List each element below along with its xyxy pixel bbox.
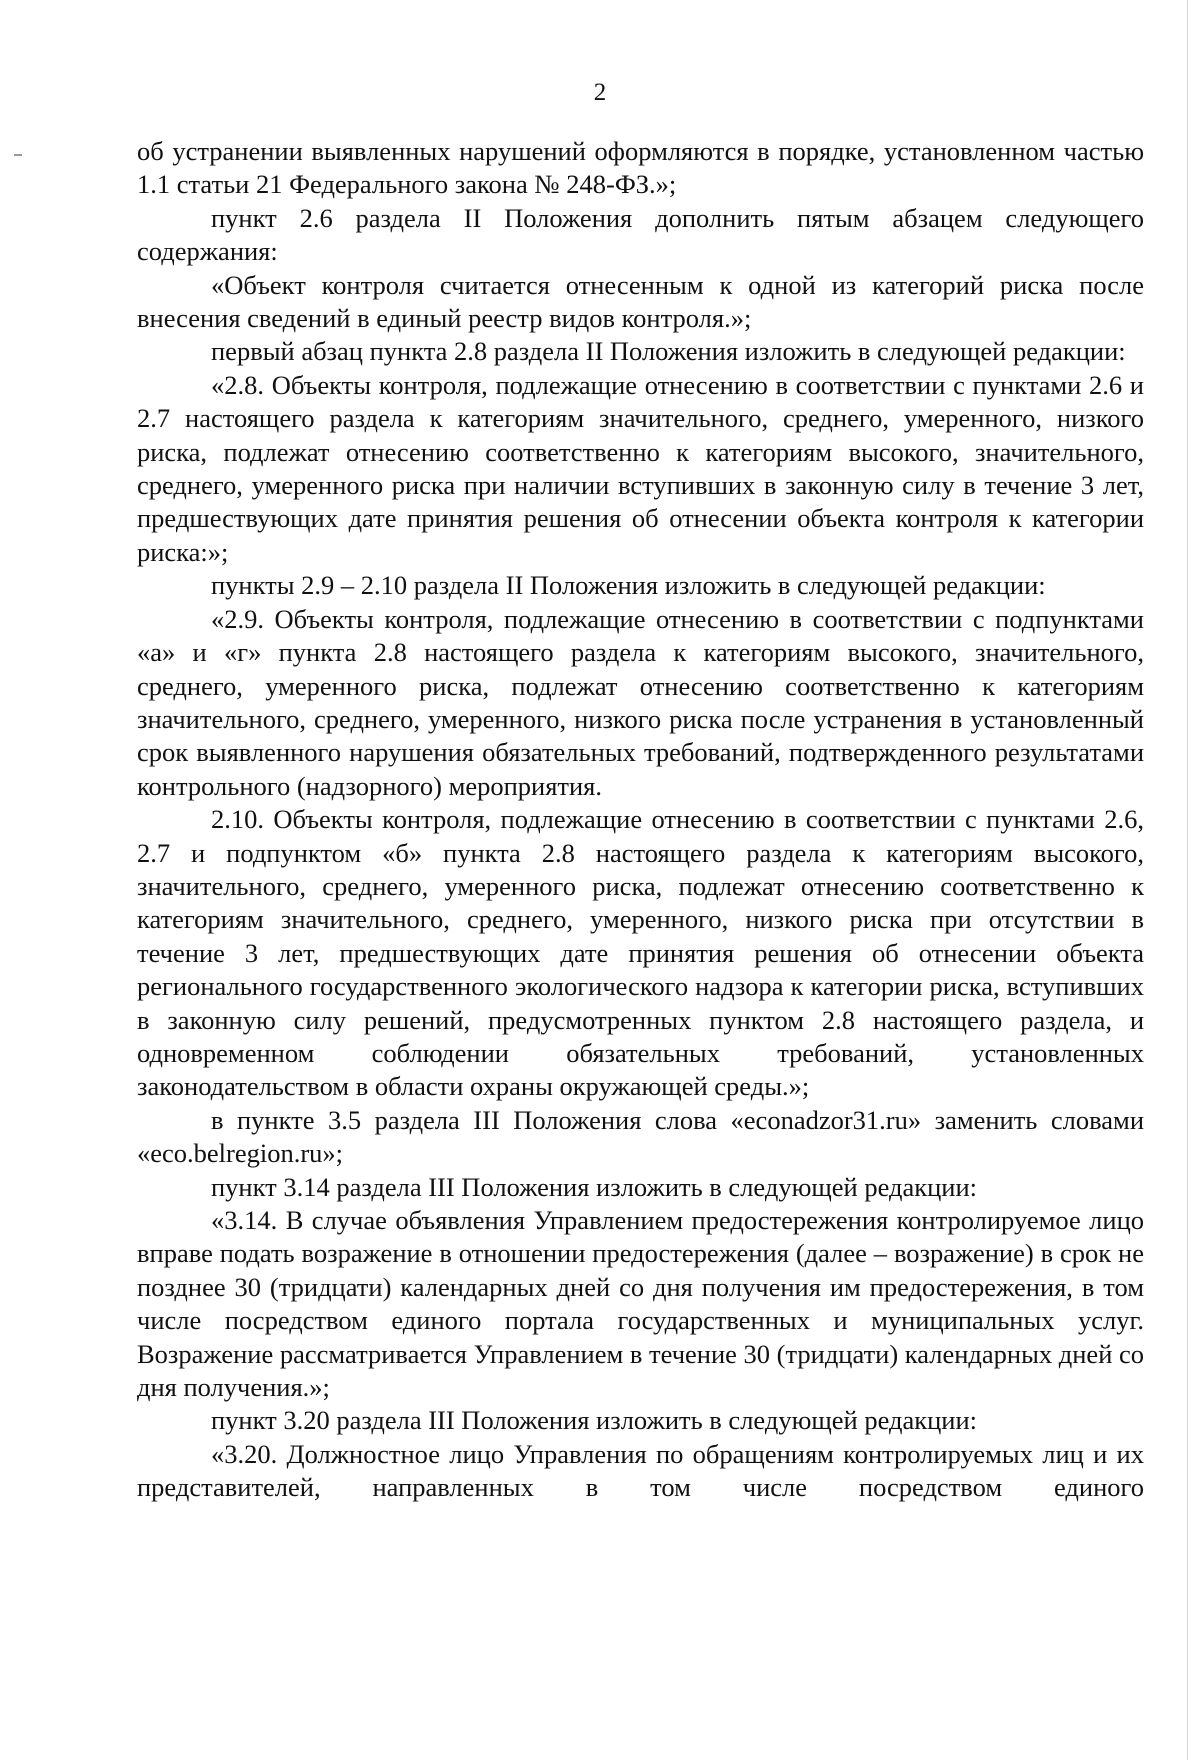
document-body xyxy=(137,135,1144,1505)
page-number: 2 xyxy=(593,79,607,106)
scan-edge-line xyxy=(1187,0,1188,1760)
paragraph: «Объект контроля считается отнесенным к одной из категорий риска после внесения сведений в единый реестр видов контроля.»; xyxy=(137,269,1144,334)
scan-speck xyxy=(14,154,22,156)
paragraph: в пункте 3.5 раздела III Положения слова «econadzor31.ru» заменить словами «eco.belregion.ru»; xyxy=(137,1104,1144,1169)
paragraph: «2.9. Объекты контроля, подлежащие отнесению в соответствии с подпунктами «а» и «г» пункта 2.8 настоящего раздела к категориям высокого, значительного, среднего, умеренного риска, подлежат отнесению соответственно к категориям значительного, среднего, умеренного, низкого риска после устранения в установленный срок выявленного нарушения обязательных требований, подтвержденного результатами контрольного (надзорного) мероприятия. xyxy=(137,603,1144,801)
paragraph: пункт 2.6 раздела II Положения дополнить пятым абзацем следующего содержания: xyxy=(137,202,1144,267)
paragraph: пункт 3.14 раздела III Положения изложить в следующей редакции: xyxy=(211,1171,978,1202)
paragraph: «3.14. В случае объявления Управлением предостережения контролируемое лицо вправе подать возражение в отношении предостережения (далее – возражение) в срок не позднее 30 (тридцати) календарных дней со дня получения им предостережения, в том числе посредством единого портала государственных и муниципальных услуг. Возражение рассматривается Управлением в течение 30 (тридцати) календарных дней со дня получения.»; xyxy=(137,1205,1145,1403)
paragraph: пункт 3.20 раздела III Положения изложить в следующей редакции: xyxy=(211,1405,978,1436)
paragraph: «2.8. Объекты контроля, подлежащие отнесению в соответствии с пунктами 2.6 и 2.7 настоящего раздела к категориям значительного, среднего, умеренного, низкого риска, подлежат отнесению соответственно к категориям высокого, значительного, среднего, умеренного риска при наличии вступивших в законную силу в течение 3 лет, предшествующих дате принятия решения об отнесении объекта контроля к категории риска:»; xyxy=(137,369,1144,567)
paragraph: «3.20. Должностное лицо Управления по обращениям контролируемых лиц и их представителей, направленных в том числе посредством единого xyxy=(137,1438,1144,1503)
paragraph: 2.10. Объекты контроля, подлежащие отнесению в соответствии с пунктами 2.6, 2.7 и подпунктом «б» пункта 2.8 настоящего раздела к категориям высокого, значительного, среднего, умеренного риска, подлежат отнесению соответственно к категориям значительного, среднего, умеренного, низкого риска при отсутствии в течение 3 лет, предшествующих дате принятия решения об отнесении объекта регионального государственного экологического надзора к категории риска, вступивших в законную силу решений, предусмотренных пунктом 2.8 настоящего раздела, и одновременном соблюдении обязательных требований, установленных законодательством в области охраны окружающей среды.»; xyxy=(137,804,1144,1102)
paragraph: первый абзац пункта 2.8 раздела II Положения изложить в следующей редакции: xyxy=(211,336,1126,367)
paragraph: об устранении выявленных нарушений оформляются в порядке, установленном частью 1.1 статьи 21 Федерального закона № 248-ФЗ.»; xyxy=(137,136,1144,200)
paragraph: пункты 2.9 – 2.10 раздела II Положения изложить в следующей редакции: xyxy=(211,570,1046,601)
